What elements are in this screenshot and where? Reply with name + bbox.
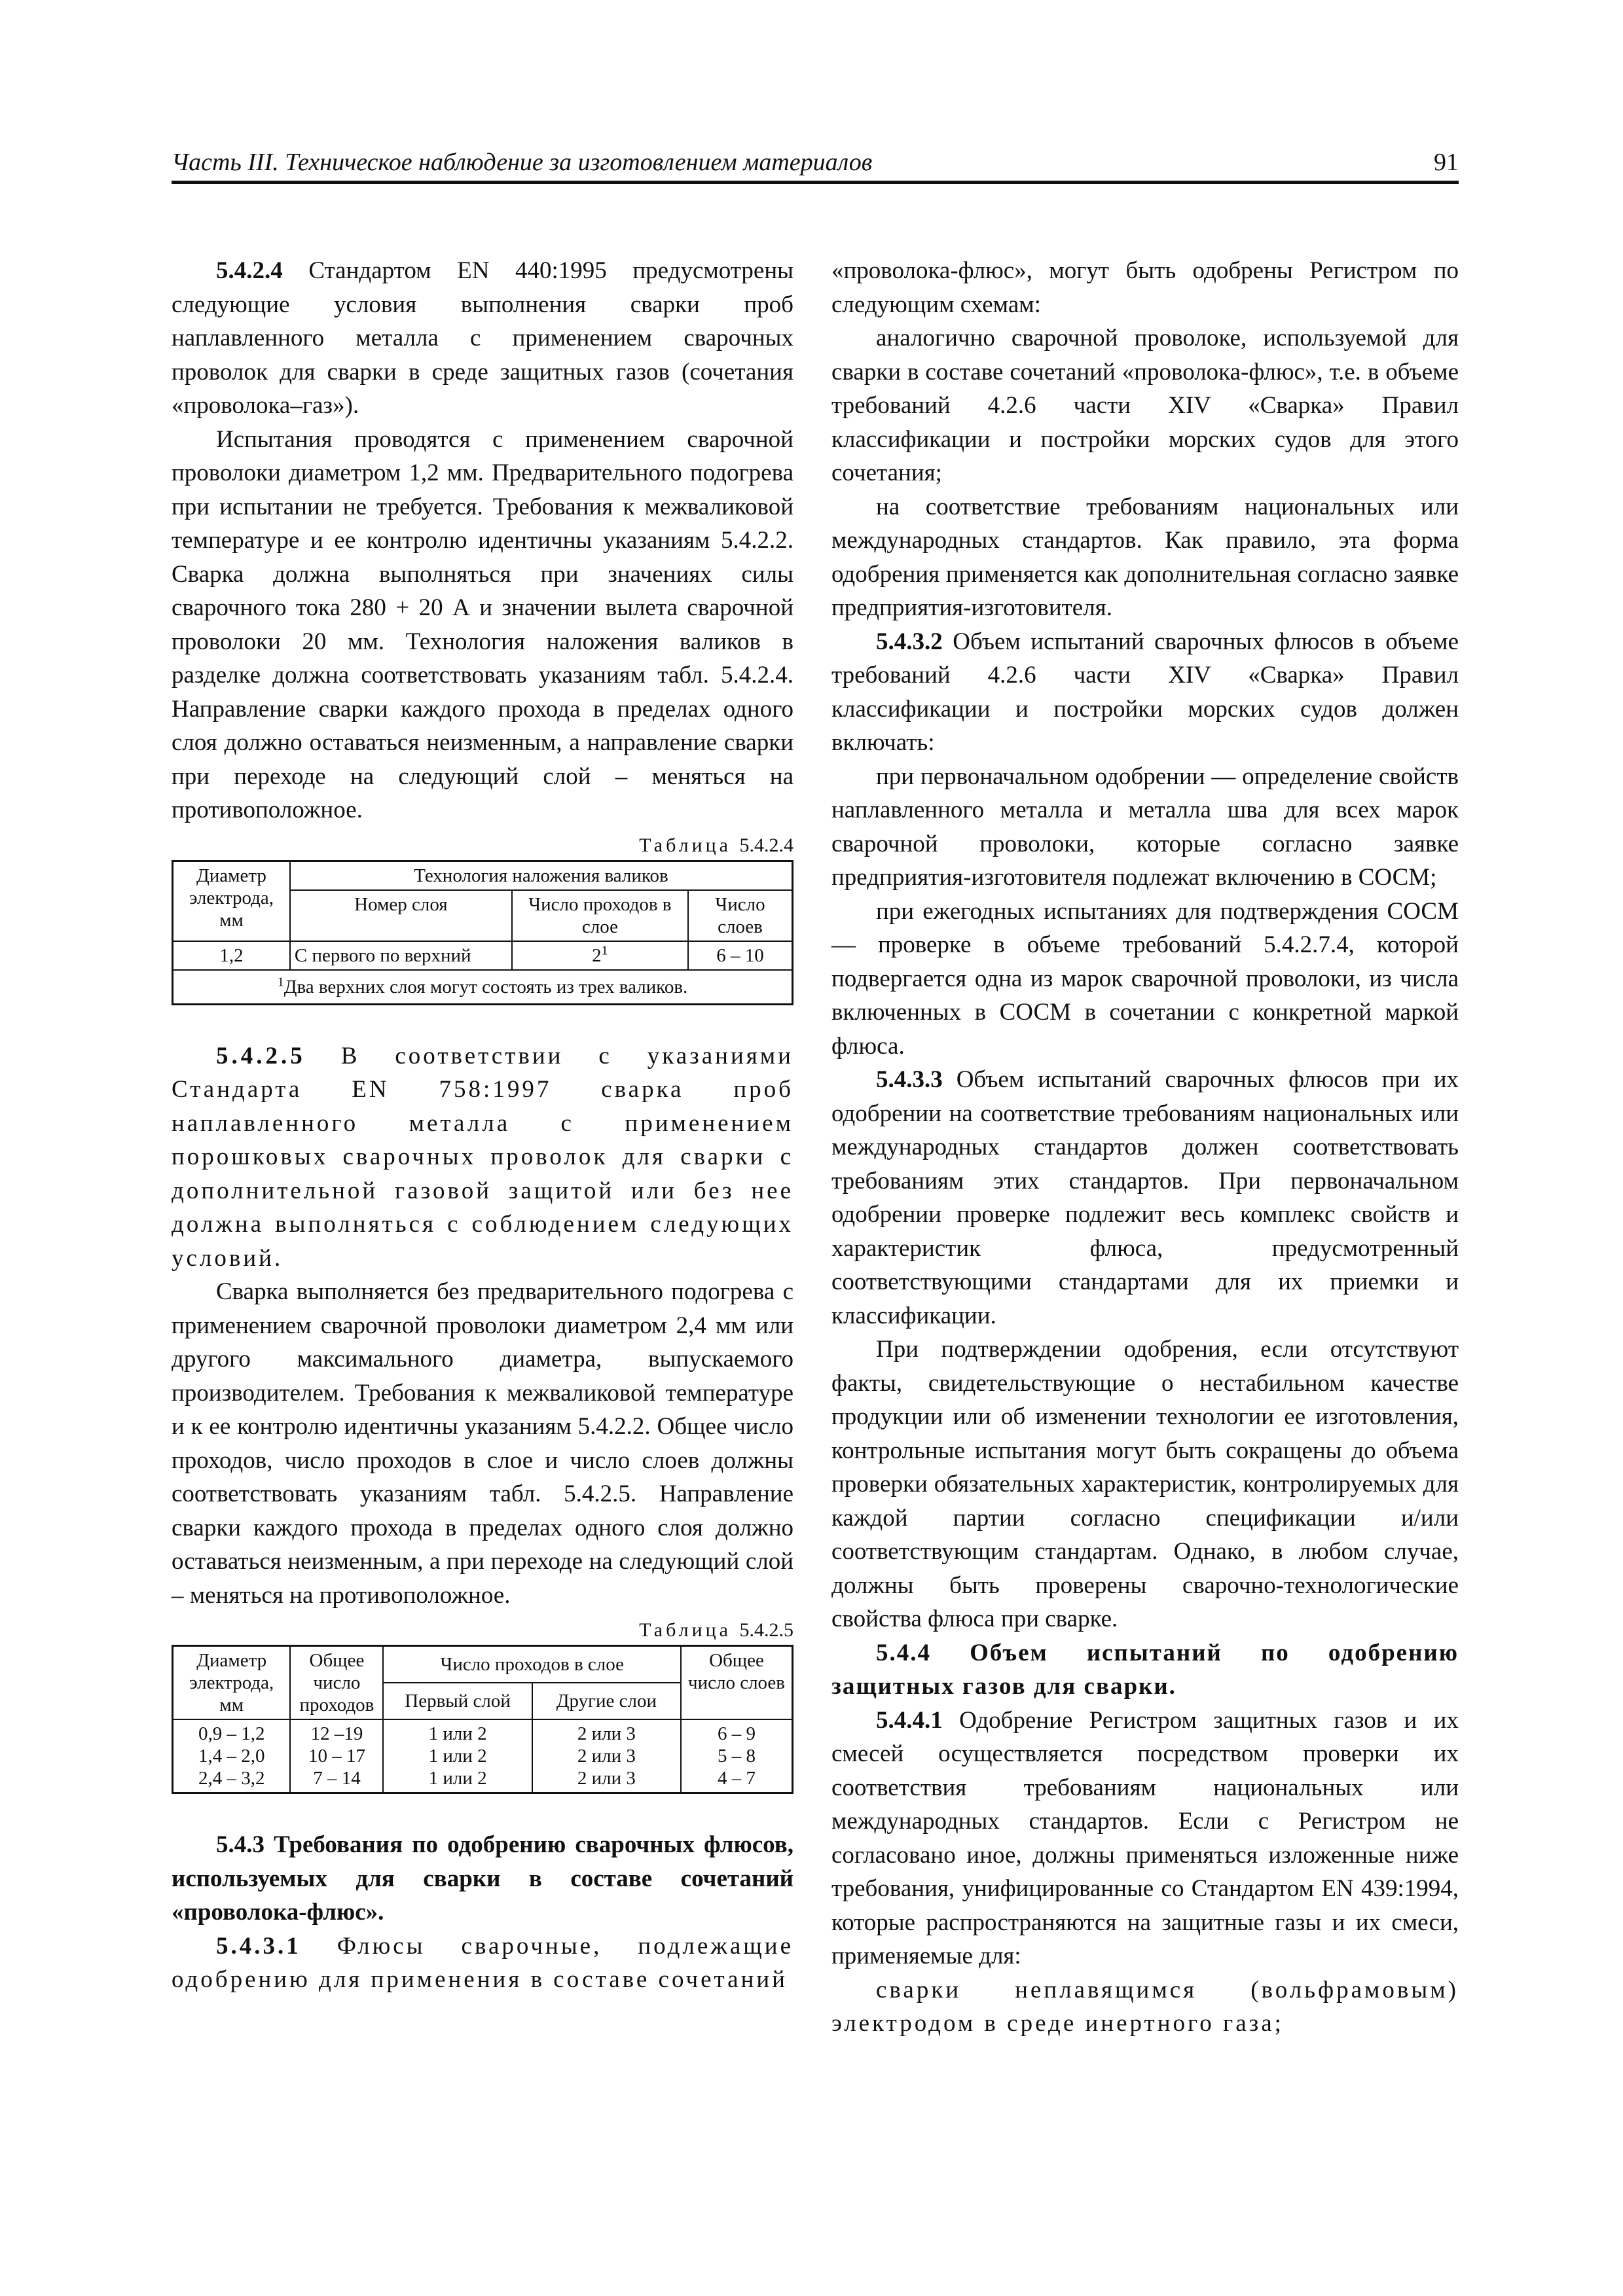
table-row bbox=[173, 941, 793, 970]
paragraph-5-4-3-1 bbox=[172, 1929, 793, 1997]
clause-number: 5.4.3.3 bbox=[876, 1066, 943, 1093]
table-caption-number: 5.4.2.4 bbox=[739, 834, 793, 856]
paragraph-text: Объем испытаний сварочных флюсов в объеме требований 4.2.6 части XIV «Сварка» Правил классификации и постройки морских судов должен включать: bbox=[831, 628, 1459, 756]
cell-layer: С первого по верхний bbox=[290, 941, 512, 970]
paragraph-text: Флюсы сварочные, подлежащие одобрению для применения в составе сочетаний bbox=[172, 1932, 793, 1993]
clause-number: 5.4.2.4 bbox=[216, 257, 283, 284]
paragraph-text: Стандартом EN 440:1995 предусмотрены следующие условия выполнения сварки проб наплавленного металла с применением сварочных проволок для сварки в среде защитных газов (сочетания «проволока–газ»). bbox=[172, 257, 793, 419]
running-header bbox=[172, 143, 1459, 184]
paragraph-text: Одобрение Регистром защитных газов и их смесей осуществляется посредством проверки их соответствия требованиям национальных или международных стандартов. Если с Регистром не согласовано иное, должны применяться изложенные ниже требования, унифицированные со Стандартом EN 439:1994, которые распространяются на защитные газы и их смеси, применяемые для: bbox=[831, 1706, 1459, 1969]
col-header-first-layer: Первый слой bbox=[383, 1683, 532, 1719]
footnote-text: Два верхних слоя могут состоять из трех валиков. bbox=[283, 976, 688, 997]
footnote-marker: 1 bbox=[277, 974, 284, 989]
cell-value: 4 – 7 bbox=[718, 1768, 756, 1789]
paragraph: при ежегодных испытаниях для подтверждения СОСМ — проверке в объеме требований 5.4.2.7.4, которой подвергается одна из марок сварочной проволоки, из числа включенных в СОСМ в сочетании с конкретной маркой флюса. bbox=[831, 897, 1459, 1060]
cell-value: 1 или 2 bbox=[428, 1746, 487, 1767]
cell-passes-value: 2 bbox=[592, 944, 602, 966]
cell-value: 5 – 8 bbox=[718, 1746, 756, 1767]
right-column bbox=[831, 254, 1459, 2041]
cell-value: 2 или 3 bbox=[577, 1746, 636, 1767]
table-caption bbox=[172, 1617, 793, 1643]
paragraph-5-4-3-2 bbox=[831, 625, 1459, 760]
cell-value: 1,4 – 2,0 bbox=[198, 1746, 265, 1767]
cell-other-layers bbox=[532, 1719, 681, 1793]
clause-number: 5.4.4.1 bbox=[876, 1706, 943, 1734]
table-5-4-2-5 bbox=[172, 1645, 793, 1794]
table-footnote bbox=[173, 970, 793, 1005]
cell-value: 2,4 – 3,2 bbox=[198, 1768, 265, 1789]
col-header-layers: Число слоев bbox=[688, 890, 793, 941]
cell-layers: 6 – 10 bbox=[688, 941, 793, 970]
footnote-marker: 1 bbox=[601, 942, 608, 958]
col-header-total-layers: Общее число слоев bbox=[681, 1646, 793, 1720]
cell-value: 12 –19 bbox=[310, 1723, 363, 1744]
col-header-technology: Технология наложения валиков bbox=[290, 861, 793, 890]
paragraph: аналогично сварочной проволоке, используемой для сварки в составе сочетаний «проволока-флюс», т.е. в объеме требований 4.2.6 части XIV «Сварка» Правил классификации и постройки морских судов для этого сочетания; bbox=[831, 325, 1459, 486]
cell-diameter bbox=[173, 1719, 291, 1793]
section-heading-5-4-3: 5.4.3 Требования по одобрению сварочных флюсов, используемых для сварки в составе сочетаний «проволока-флюс». bbox=[172, 1831, 793, 1926]
paragraph: Испытания проводятся с применением сварочной проволоки диаметром 1,2 мм. Предварительного подогрева при испытании не требуется. Требования к межваликовой температуре и ее контролю идентичны указаниям 5.4.2.2. Сварка должна выполняться при значениях силы сварочного тока 280 + 20 А и значении вылета сварочной проволоки 20 мм. Технология наложения валиков в разделке должна соответствовать указаниям табл. 5.4.2.4. Направление сварки каждого прохода в пределах одного слоя должно оставаться неизменным, а направление сварки при переходе на следующий слой – меняться на противоположное. bbox=[172, 425, 793, 823]
col-header-total-passes: Общее число проходов bbox=[290, 1646, 383, 1720]
cell-value: 2 или 3 bbox=[577, 1723, 636, 1744]
paragraph-5-4-2-4 bbox=[172, 254, 793, 423]
col-header-passes-per-layer: Число проходов в слое bbox=[383, 1646, 681, 1683]
section-heading-5-4-4: 5.4.4 Объем испытаний по одобрению защитных газов для сварки. bbox=[831, 1639, 1459, 1700]
paragraph: При подтверждении одобрения, если отсутствуют факты, свидетельствующие о нестабильном качестве продукции или об изменении технологии ее изготовления, контрольные испытания могут быть сокращены до объема проверки обязательных характеристик, контролируемых для каждой партии согласно спецификации и/или соответствующим стандартам. Однако, в любом случае, должны быть проверены сварочно-технологические свойства флюса при сварке. bbox=[831, 1336, 1459, 1632]
left-column bbox=[172, 254, 793, 1997]
page-number: 91 bbox=[1434, 149, 1459, 176]
col-header-passes: Число проходов в слое bbox=[512, 890, 688, 941]
table-caption-number: 5.4.2.5 bbox=[739, 1619, 793, 1641]
col-header-diameter: Диаметр электрода, мм bbox=[173, 861, 290, 941]
cell-diameter: 1,2 bbox=[173, 941, 290, 970]
paragraph-5-4-4-1 bbox=[831, 1704, 1459, 1973]
paragraph: Сварка выполняется без предварительного подогрева с применением сварочной проволоки диаметром 2,4 мм или другого максимального диаметра, выпускаемого производителем. Требования к межваликовой температуре и к ее контролю идентичны указаниям 5.4.2.2. Общее число проходов, число проходов в слое и число слоев должны соответствовать указаниям табл. 5.4.2.5. Направление сварки каждого прохода в пределах одного слоя должно оставаться неизменным, а при переходе на следующий слой – меняться на противоположное. bbox=[172, 1278, 793, 1609]
table-caption bbox=[172, 833, 793, 859]
cell-total-layers bbox=[681, 1719, 793, 1793]
cell-value: 10 – 17 bbox=[308, 1746, 365, 1767]
paragraph-text: В соответствии с указаниями Стандарта EN 758:1997 сварка проб наплавленного металла с применением порошковых сварочных проволок для сварки с дополнительной газовой защитой или без нее должна выполняться с соблюдением следующих условий. bbox=[172, 1042, 793, 1272]
clause-number: 5.4.2.5 bbox=[216, 1042, 306, 1069]
table-5-4-2-4 bbox=[172, 860, 793, 1005]
clause-number: 5.4.3.2 bbox=[876, 628, 943, 655]
col-header-diameter: Диаметр электрода, мм bbox=[173, 1646, 291, 1720]
cell-first-layer bbox=[383, 1719, 532, 1793]
cell-value: 1 или 2 bbox=[428, 1723, 487, 1744]
paragraph: «проволока-флюс», могут быть одобрены Регистром по следующим схемам: bbox=[831, 257, 1459, 318]
table-row bbox=[173, 1719, 793, 1793]
cell-value: 7 – 14 bbox=[313, 1768, 361, 1789]
cell-value: 6 – 9 bbox=[718, 1723, 756, 1744]
cell-value: 0,9 – 1,2 bbox=[198, 1723, 265, 1744]
paragraph: сварки неплавящимся (вольфрамовым) электродом в среде инертного газа; bbox=[831, 1976, 1459, 2037]
paragraph-5-4-3-3 bbox=[831, 1063, 1459, 1333]
cell-total-passes bbox=[290, 1719, 383, 1793]
paragraph: при первоначальном одобрении — определение свойств наплавленного металла и металла шва для всех марок сварочной проволоки, которые согласно заявке предприятия-изготовителя подлежат включению в СОСМ; bbox=[831, 762, 1459, 891]
table-caption-word: Таблица bbox=[639, 1619, 731, 1641]
col-header-other-layers: Другие слои bbox=[532, 1683, 681, 1719]
header-title: Часть III. Техническое наблюдение за изготовлением материалов bbox=[172, 149, 873, 176]
paragraph-text: Объем испытаний сварочных флюсов при их одобрении на соответствие требованиям национальных или международных стандартов должен соответствовать требованиям этих стандартов. При первоначальном одобрении проверке подлежит весь комплекс свойств и характеристик флюса, предусмотренный соответствующими стандартами для их приемки и классификации. bbox=[831, 1066, 1459, 1329]
cell-value: 2 или 3 bbox=[577, 1768, 636, 1789]
paragraph-5-4-2-5 bbox=[172, 1039, 793, 1276]
clause-number: 5.4.3.1 bbox=[216, 1932, 301, 1960]
cell-value: 1 или 2 bbox=[428, 1768, 487, 1789]
paragraph: на соответствие требованиям национальных или международных стандартов. Как правило, эта форма одобрения применяется как дополнительная согласно заявке предприятия-изготовителя. bbox=[831, 493, 1459, 621]
col-header-layer: Номер слоя bbox=[290, 890, 512, 941]
cell-passes bbox=[512, 941, 688, 970]
table-caption-word: Таблица bbox=[639, 834, 731, 856]
